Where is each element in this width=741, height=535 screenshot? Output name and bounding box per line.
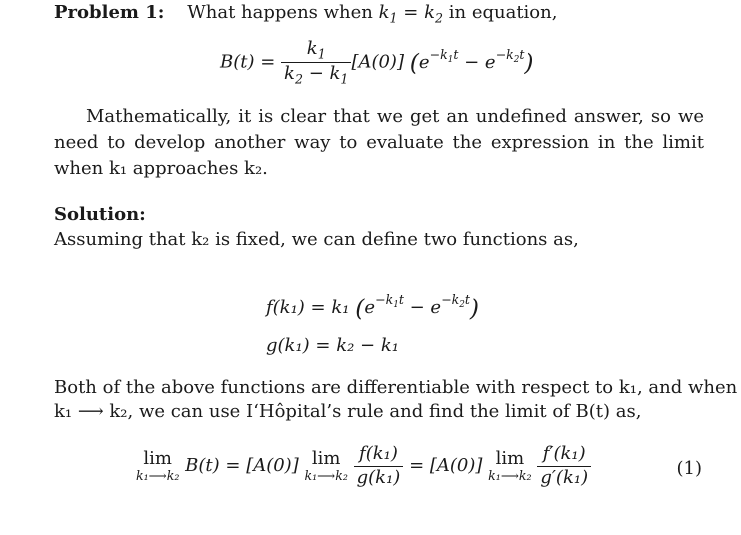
eq-lhs: B(t) = [220,51,276,73]
f-exp-diff: $e^{-k_1t} - e^{-k_2t}$ [364,292,470,318]
eq-a0: [A(0)] [351,51,404,73]
eq-fraction [281,38,351,87]
frac-fp-over-gp: $\frac{\text{f′(k₁)}}{\text{g′(k₁)}}$ [537,443,591,489]
problem-cond-tail: in equation, [448,2,558,23]
f-lhs: f(k₁) = k₁ [266,296,350,318]
eq-frac-num: $k_1$ [281,38,351,63]
lim-rhs1: B(t) = [A(0)] [185,455,299,476]
equation-number: (1) [676,458,702,479]
problem-line [54,2,557,25]
para2-line1: Both of the above functions are differentiable with respect to k₁, and when [54,377,738,398]
g-definition: g(k₁) = k₂ − k₁ [266,335,399,356]
problem-label: Problem 1: [54,2,165,23]
lim-1: lim k₁⟶k₂ [136,448,180,483]
solution-label: Solution: [54,204,146,225]
equation-bt: B(t) = $\frac{k_1}{k_2 - k_1}$ [A(0)] $(e^{-k_1t} - e^{-k_2t})$ [220,38,534,87]
limit-equation [136,443,591,489]
solution-text: Assuming that k₂ is fixed, we can define two functions as, [54,229,579,250]
para2-line2: k₁ ⟶ k₂, we can use I‘Hôpital’s rule and find the limit of B(t) as, [54,401,642,422]
problem-condition: $k_1 = k_2$ [378,2,444,26]
eq-mid: = [A(0)] [409,455,483,476]
frac-f-over-g: $\frac{\text{f(k₁)}}{\text{g(k₁)}}$ [354,443,404,489]
f-definition: f(k₁) = k₁ $(e^{-k_1t} - e^{-k_2t})$ [266,292,480,322]
eq-frac-den: $k_2 - k_1$ [284,63,349,87]
problem-intro: What happens when [187,2,373,23]
eq-exp-diff: $e^{-k_1t} - e^{-k_2t}$ [418,46,525,73]
paragraph-text: Mathematically, it is clear that we get an undefined answer, so we need to develop another way to evaluate the expression in the limit when k₁ approaches k₂. [54,106,704,179]
lim-3: lim k₁⟶k₂ [488,448,532,483]
lim-2: lim k₁⟶k₂ [304,448,348,483]
